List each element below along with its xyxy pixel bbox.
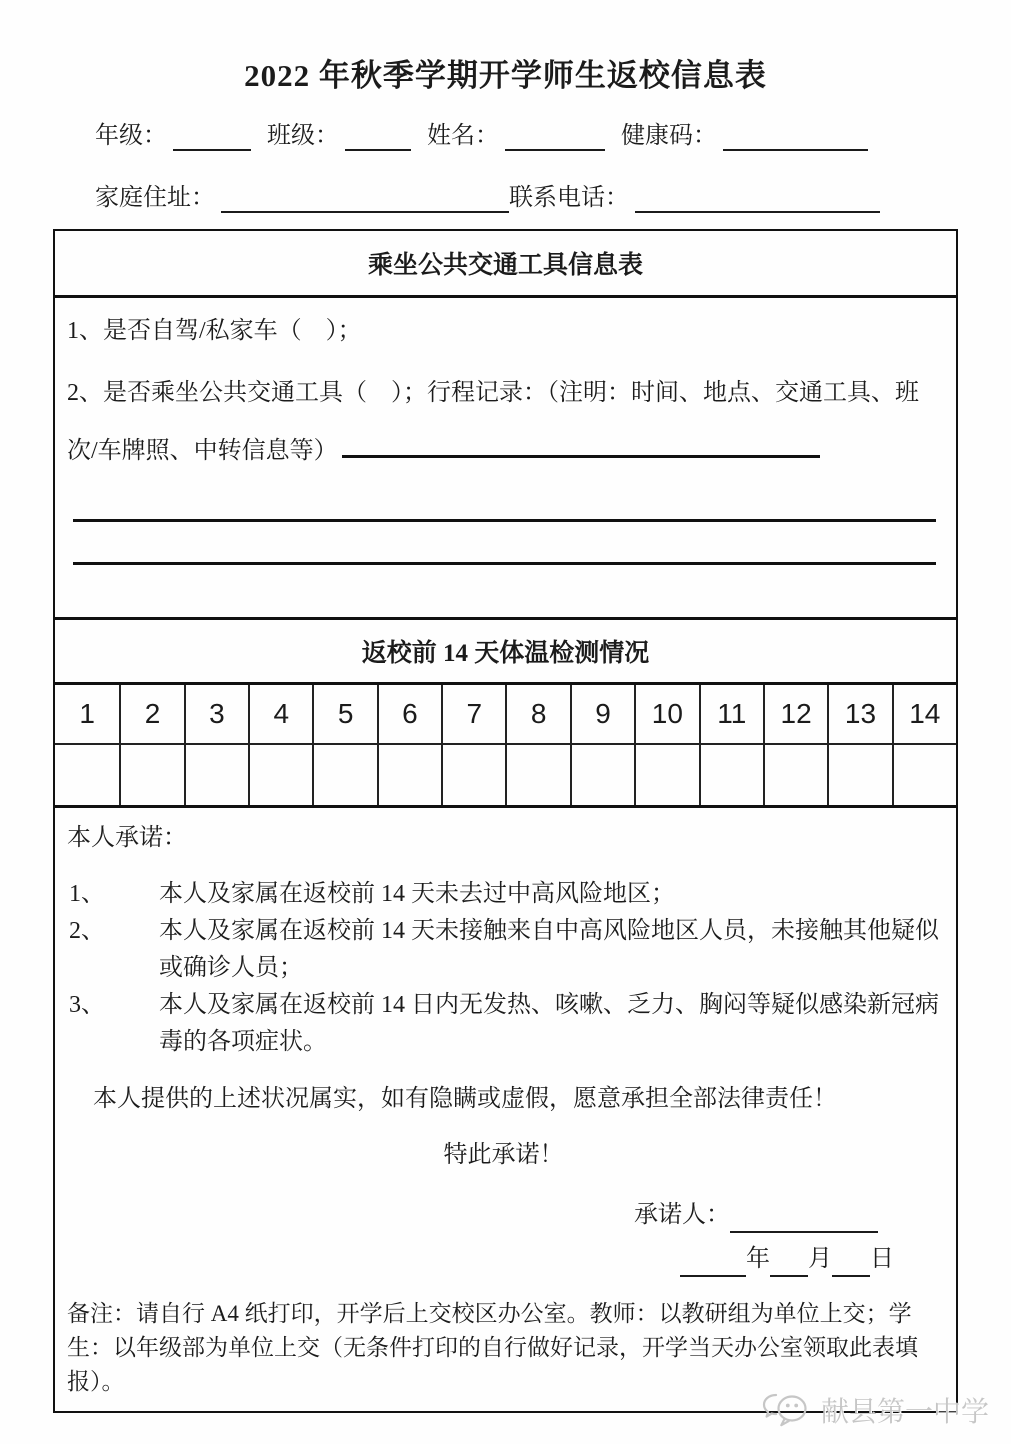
date-line	[67, 1241, 894, 1277]
day-value-cell	[312, 743, 376, 805]
note-text: 备注：请自行 A4 纸打印，开学后上交校区办公室。教师：以教研组为单位上交；学生：以年级部为单位上交（无条件打印的自行做好记录，开学当天办公室领取此表填报）。	[67, 1301, 918, 1394]
health-code-label: 健康码：	[621, 123, 717, 149]
promise-item-1-number: 1、	[69, 881, 105, 907]
promise-item-2-text: 本人及家属在返校前 14 天未接触来自中高风险地区人员，未接触其他疑似或确诊人员；	[159, 918, 939, 981]
transport-item-2-text: 2、是否乘坐公共交通工具（ ）；行程记录：（注明：时间、地点、交通工具、班次/车牌照、中转信息等）	[67, 380, 919, 464]
trip-record-blank-line-2	[73, 480, 936, 522]
class-blank-line	[345, 121, 411, 151]
watermark-label: 献县第一中学	[820, 1397, 989, 1428]
day-value-cell	[505, 743, 569, 805]
day-value-cell	[763, 743, 827, 805]
month-blank-line	[770, 1247, 808, 1277]
day-header-cell: 12	[763, 685, 827, 743]
year-unit-label: 年	[746, 1246, 770, 1272]
name-blank-line	[505, 121, 605, 151]
day-value-cell	[55, 743, 119, 805]
day-header-cell: 3	[184, 685, 248, 743]
day-header-cell: 13	[827, 685, 891, 743]
temperature-day-header-row	[55, 685, 956, 743]
phone-label: 联系电话：	[509, 185, 629, 211]
promise-heading: 本人承诺：	[67, 825, 187, 851]
promise-item-1	[67, 876, 940, 913]
day-header-cell: 8	[505, 685, 569, 743]
day-header-cell: 2	[119, 685, 183, 743]
day-header-cell: 9	[570, 685, 634, 743]
day-value-cell	[248, 743, 312, 805]
promise-item-2-number: 2、	[69, 918, 105, 944]
year-blank-line	[680, 1247, 746, 1277]
promise-item-2	[67, 913, 940, 987]
day-header-cell: 7	[441, 685, 505, 743]
watermark	[761, 1390, 989, 1430]
page-title: 2022 年秋季学期开学师生返校信息表	[244, 58, 767, 93]
day-value-cell	[634, 743, 698, 805]
promise-section	[55, 805, 956, 1411]
day-header-cell: 6	[377, 685, 441, 743]
phone-blank-line	[635, 183, 880, 213]
grade-blank-line	[173, 121, 251, 151]
student-info-row-1	[95, 121, 1011, 151]
promise-item-3-text: 本人及家属在返校前 14 日内无发热、咳嗽、乏力、胸闷等疑似感染新冠病毒的各项症状。	[159, 992, 939, 1055]
promise-item-3	[67, 987, 940, 1061]
signer-blank-line	[730, 1203, 878, 1233]
month-unit-label: 月	[808, 1246, 832, 1272]
day-value-cell	[377, 743, 441, 805]
day-value-cell	[119, 743, 183, 805]
form-table	[53, 229, 958, 1413]
day-value-cell	[827, 743, 891, 805]
day-header-cell: 4	[248, 685, 312, 743]
student-info-row-2	[95, 183, 1011, 213]
promise-item-1-text: 本人及家属在返校前 14 天未去过中高风险地区；	[159, 881, 675, 907]
day-blank-line	[832, 1247, 870, 1277]
signer-label: 承诺人：	[634, 1202, 730, 1228]
day-value-cell	[441, 743, 505, 805]
transport-section-body	[55, 302, 956, 617]
day-value-cell	[892, 743, 956, 805]
day-header-cell: 10	[634, 685, 698, 743]
temperature-day-value-row	[55, 743, 956, 805]
promise-statement: 本人提供的上述状况属实，如有隐瞒或虚假，愿意承担全部法律责任！	[93, 1086, 837, 1112]
home-address-label: 家庭住址：	[95, 185, 215, 211]
class-label: 班级：	[267, 123, 339, 149]
day-value-cell	[570, 743, 634, 805]
signer-line	[67, 1197, 878, 1233]
day-header-cell: 1	[79, 698, 95, 729]
promise-declaration: 特此承诺！	[443, 1142, 564, 1168]
trip-record-blank-line-1	[342, 432, 820, 458]
health-code-blank-line	[723, 121, 868, 151]
transport-section-title: 乘坐公共交通工具信息表	[55, 231, 956, 298]
grade-label: 年级：	[95, 123, 167, 149]
promise-item-3-number: 3、	[69, 992, 105, 1018]
transport-item-1: 1、是否自驾/私家车（ ）；	[67, 318, 362, 344]
trip-record-blank-line-3	[73, 522, 936, 565]
day-unit-label: 日	[870, 1246, 894, 1272]
name-label: 姓名：	[427, 123, 499, 149]
home-address-blank-line	[221, 183, 509, 213]
day-header-cell: 5	[312, 685, 376, 743]
temperature-section-title: 返校前 14 天体温检测情况	[55, 617, 956, 685]
day-header-cell: 11	[699, 685, 763, 743]
day-value-cell	[184, 743, 248, 805]
wechat-icon	[761, 1390, 813, 1430]
day-value-cell	[699, 743, 763, 805]
transport-item-2	[67, 364, 942, 480]
day-header-cell: 14	[892, 685, 956, 743]
